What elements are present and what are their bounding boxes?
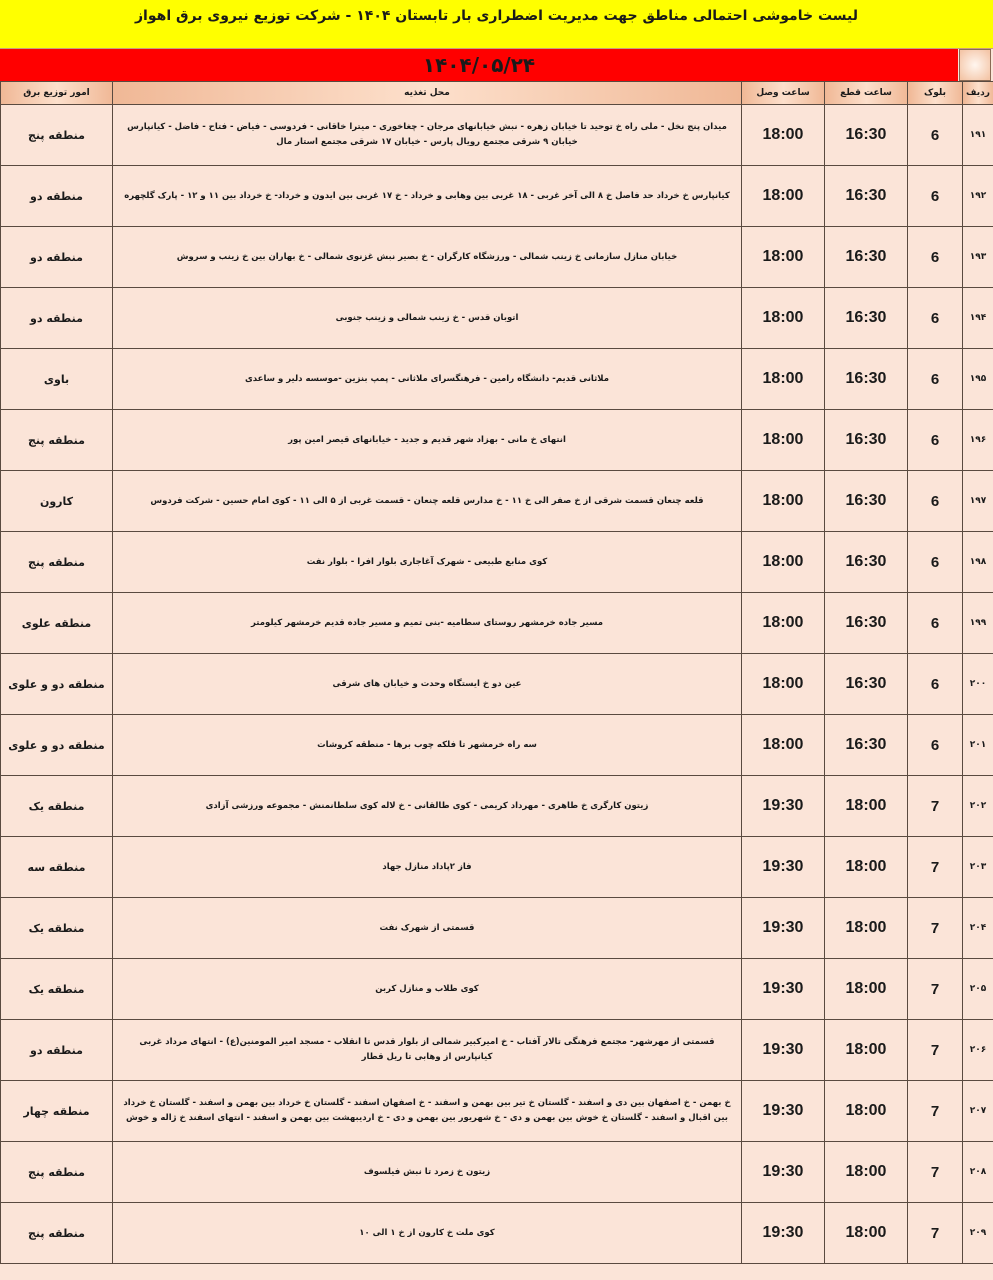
location-cell: کوی منابع طبیعی - شهرک آغاجاری بلوار افرا - بلوار نفت <box>113 532 742 593</box>
block-cell: 6 <box>908 471 963 532</box>
cut-time-cell: 16:30 <box>825 532 908 593</box>
row-number-cell: ۱۹۸ <box>963 532 993 593</box>
location-cell: زیتون کارگری خ طاهری - مهرداد کریمی - کوی طالقانی - خ لاله کوی سلطانمنش - مجموعه ورزشی آزادی <box>113 776 742 837</box>
table-row <box>1 1203 993 1264</box>
row-number-cell: ۱۹۵ <box>963 349 993 410</box>
block-cell: 6 <box>908 715 963 776</box>
district-cell: منطقه یک <box>1 959 113 1020</box>
table-row <box>1 776 993 837</box>
date-banner <box>0 49 958 81</box>
row-number-cell: ۲۰۷ <box>963 1081 993 1142</box>
table-row <box>1 715 993 776</box>
cut-time-cell: 18:00 <box>825 959 908 1020</box>
table-row <box>1 349 993 410</box>
table-row <box>1 898 993 959</box>
table-header-row <box>1 82 993 105</box>
location-cell: قسمتی از شهرک نفت <box>113 898 742 959</box>
district-cell: منطقه دو <box>1 1020 113 1081</box>
restore-time-cell: 18:00 <box>742 166 825 227</box>
block-cell: 7 <box>908 1020 963 1081</box>
district-cell: منطقه پنج <box>1 105 113 166</box>
cut-time-cell: 18:00 <box>825 1203 908 1264</box>
row-number-cell: ۲۰۵ <box>963 959 993 1020</box>
table-row <box>1 105 993 166</box>
block-cell: 6 <box>908 166 963 227</box>
block-cell: 7 <box>908 1081 963 1142</box>
block-cell: 6 <box>908 105 963 166</box>
corner-cell <box>959 49 991 81</box>
cut-time-cell: 16:30 <box>825 288 908 349</box>
row-number-cell: ۱۹۴ <box>963 288 993 349</box>
location-cell: کیانپارس خ خرداد حد فاصل خ ۸ الی آخر غربی - ۱۸ غربی بین وهابی و خرداد - خ ۱۷ غربی بین ایدون و خرداد- خ خرداد بین ۱۱ و ۱۲ - پارک گلچهره <box>113 166 742 227</box>
restore-time-cell: 19:30 <box>742 959 825 1020</box>
restore-time-cell: 18:00 <box>742 227 825 288</box>
block-cell: 6 <box>908 410 963 471</box>
document-title: لیست خاموشی احتمالی مناطق جهت مدیریت اضطراری بار تابستان ۱۴۰۴ - شرکت توزیع نیروی برق اهواز <box>134 8 858 24</box>
district-cell: کارون <box>1 471 113 532</box>
row-number-cell: ۲۰۹ <box>963 1203 993 1264</box>
table-row <box>1 471 993 532</box>
table-row <box>1 1081 993 1142</box>
block-cell: 6 <box>908 593 963 654</box>
row-number-cell: ۱۹۳ <box>963 227 993 288</box>
location-cell: فاز ۲پاداد منازل جهاد <box>113 837 742 898</box>
district-cell: منطقه پنج <box>1 1203 113 1264</box>
row-number-cell: ۲۰۸ <box>963 1142 993 1203</box>
restore-time-cell: 19:30 <box>742 1081 825 1142</box>
district-cell: منطقه چهار <box>1 1081 113 1142</box>
restore-time-cell: 19:30 <box>742 898 825 959</box>
table-row <box>1 837 993 898</box>
table-row <box>1 959 993 1020</box>
location-cell: سه راه خرمشهر تا فلکه چوب برها - منطقه کروشات <box>113 715 742 776</box>
cut-time-cell: 16:30 <box>825 227 908 288</box>
column-header-restore-time: ساعت وصل <box>742 82 825 105</box>
location-cell: کوی ملت خ کارون از خ ۱ الی ۱۰ <box>113 1203 742 1264</box>
schedule-date: ۱۴۰۴/۰۵/۲۴ <box>422 53 536 77</box>
location-cell: قلعه چنعان قسمت شرقی از خ صفر الی خ ۱۱ - خ مدارس قلعه چنعان - قسمت غربی از ۵ الی ۱۱ - کوی امام حسین - شرکت فردوس <box>113 471 742 532</box>
location-cell: عین دو خ ایستگاه وحدت و خیابان های شرقی <box>113 654 742 715</box>
district-cell: منطقه پنج <box>1 1142 113 1203</box>
location-cell: خیابان منازل سازمانی خ زینب شمالی - ورزشگاه کارگران - خ بصیر نبش غزنوی شمالی - خ بهاران بین خ زینب و سروش <box>113 227 742 288</box>
table-row <box>1 410 993 471</box>
restore-time-cell: 19:30 <box>742 1142 825 1203</box>
district-cell: منطقه یک <box>1 776 113 837</box>
table-row <box>1 593 993 654</box>
district-cell: منطقه پنج <box>1 410 113 471</box>
column-header-row: ردیف <box>963 82 993 105</box>
row-number-cell: ۲۰۳ <box>963 837 993 898</box>
cut-time-cell: 16:30 <box>825 105 908 166</box>
document-title-bar <box>0 0 993 49</box>
table-row <box>1 227 993 288</box>
location-cell: کوی طلاب و منازل کربن <box>113 959 742 1020</box>
block-cell: 7 <box>908 837 963 898</box>
row-number-cell: ۱۹۱ <box>963 105 993 166</box>
restore-time-cell: 18:00 <box>742 593 825 654</box>
location-cell: اتوبان قدس - خ زینب شمالی و زینب جنوبی <box>113 288 742 349</box>
block-cell: 6 <box>908 349 963 410</box>
district-cell: منطقه دو و علوی <box>1 654 113 715</box>
row-number-cell: ۲۰۰ <box>963 654 993 715</box>
table-row <box>1 1020 993 1081</box>
block-cell: 6 <box>908 227 963 288</box>
cut-time-cell: 16:30 <box>825 471 908 532</box>
block-cell: 6 <box>908 654 963 715</box>
cut-time-cell: 18:00 <box>825 837 908 898</box>
row-number-cell: ۲۰۶ <box>963 1020 993 1081</box>
row-number-cell: ۱۹۲ <box>963 166 993 227</box>
cut-time-cell: 18:00 <box>825 898 908 959</box>
location-cell: انتهای خ مانی - بهزاد شهر قدیم و جدید - خیابانهای قیصر امین پور <box>113 410 742 471</box>
row-number-cell: ۲۰۴ <box>963 898 993 959</box>
restore-time-cell: 18:00 <box>742 288 825 349</box>
district-cell: باوی <box>1 349 113 410</box>
cut-time-cell: 16:30 <box>825 593 908 654</box>
restore-time-cell: 19:30 <box>742 837 825 898</box>
block-cell: 7 <box>908 1142 963 1203</box>
district-cell: منطقه علوی <box>1 593 113 654</box>
restore-time-cell: 19:30 <box>742 1203 825 1264</box>
cut-time-cell: 18:00 <box>825 1081 908 1142</box>
district-cell: منطقه دو <box>1 288 113 349</box>
location-cell: میدان پنج نخل - ملی راه خ توحید تا خیابان زهره - نبش خیابانهای مرجان - چغاخوری - میترا خاقانی - فردوسی - فیاض - فتاح - فاضل - کیانپارس خیابان ۹ شرقی مجتمع رویال پارس - خیابان ۱۷ شرقی مجتمع استار مال <box>113 105 742 166</box>
row-number-cell: ۱۹۹ <box>963 593 993 654</box>
column-header-district: امور توزیع برق <box>1 82 113 105</box>
table-row <box>1 654 993 715</box>
restore-time-cell: 18:00 <box>742 349 825 410</box>
district-cell: منطقه دو و علوی <box>1 715 113 776</box>
block-cell: 7 <box>908 959 963 1020</box>
district-cell: منطقه پنج <box>1 532 113 593</box>
block-cell: 6 <box>908 288 963 349</box>
cut-time-cell: 18:00 <box>825 1142 908 1203</box>
column-header-cut-time: ساعت قطع <box>825 82 908 105</box>
restore-time-cell: 18:00 <box>742 410 825 471</box>
row-number-cell: ۲۰۱ <box>963 715 993 776</box>
table-row <box>1 288 993 349</box>
location-cell: ملاثانی قدیم- دانشگاه رامین - فرهنگسرای ملاثانی - پمپ بنزین -موسسه دلیر و ساعدی <box>113 349 742 410</box>
column-header-location: محل تغذیه <box>113 82 742 105</box>
block-cell: 7 <box>908 898 963 959</box>
cut-time-cell: 18:00 <box>825 1020 908 1081</box>
district-cell: منطقه یک <box>1 898 113 959</box>
cut-time-cell: 18:00 <box>825 776 908 837</box>
column-header-block: بلوک <box>908 82 963 105</box>
restore-time-cell: 19:30 <box>742 776 825 837</box>
row-number-cell: ۱۹۷ <box>963 471 993 532</box>
restore-time-cell: 18:00 <box>742 715 825 776</box>
row-number-cell: ۱۹۶ <box>963 410 993 471</box>
restore-time-cell: 18:00 <box>742 471 825 532</box>
block-cell: 7 <box>908 1203 963 1264</box>
table-row <box>1 166 993 227</box>
cut-time-cell: 16:30 <box>825 166 908 227</box>
cut-time-cell: 16:30 <box>825 410 908 471</box>
table-row <box>1 532 993 593</box>
district-cell: منطقه سه <box>1 837 113 898</box>
location-cell: زیتون خ زمرد تا نبش فیلسوف <box>113 1142 742 1203</box>
location-cell: خ بهمن - خ اصفهان بین دی و اسفند - گلستان خ تیر بین بهمن و اسفند - خ اصفهان اسفند - گلستان خ خرداد بین بهمن و اسفند - گلستان خ خرداد بین اقبال و اسفند - گلستان خ خوش بین بهمن و دی - خ شهریور بین بهمن و دی - خ اردیبهشت بین بهمن و اسفند - انتهای اسفند خ ژاله و خوش <box>113 1081 742 1142</box>
cut-time-cell: 16:30 <box>825 715 908 776</box>
block-cell: 7 <box>908 776 963 837</box>
district-cell: منطقه دو <box>1 166 113 227</box>
restore-time-cell: 19:30 <box>742 1020 825 1081</box>
restore-time-cell: 18:00 <box>742 532 825 593</box>
location-cell: قسمتی از مهرشهر- مجتمع فرهنگی تالار آفتاب - خ امیرکبیر شمالی از بلوار قدس تا انقلاب - مسجد امیر المومنین(ع) - انتهای مرداد غربی کیانپارس از وهابی تا ریل قطار <box>113 1020 742 1081</box>
district-cell: منطقه دو <box>1 227 113 288</box>
cut-time-cell: 16:30 <box>825 349 908 410</box>
outage-schedule-table <box>0 81 993 1264</box>
restore-time-cell: 18:00 <box>742 105 825 166</box>
row-number-cell: ۲۰۲ <box>963 776 993 837</box>
cut-time-cell: 16:30 <box>825 654 908 715</box>
block-cell: 6 <box>908 532 963 593</box>
table-row <box>1 1142 993 1203</box>
location-cell: مسیر جاده خرمشهر روستای سطامیه -بنی تمیم و مسیر جاده قدیم خرمشهر کیلومتر <box>113 593 742 654</box>
restore-time-cell: 18:00 <box>742 654 825 715</box>
